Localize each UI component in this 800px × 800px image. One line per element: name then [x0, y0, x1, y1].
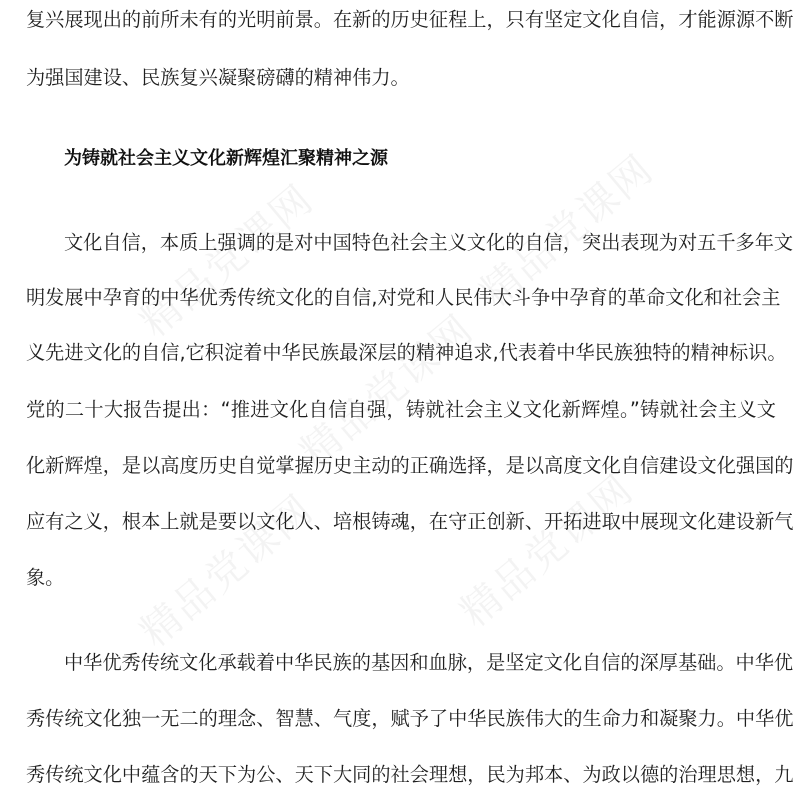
paragraph-line: 为强国建设、民族复兴凝聚磅礴的精神伟力。 [26, 66, 410, 89]
watermark: 精品党课网 [452, 466, 643, 637]
paragraph-line: 应有之义，根本上就是要以文化人、培根铸魂，在守正创新、开拓进取中展现文化建设新气 [26, 510, 794, 533]
paragraph-line: 义先进文化的自信,它积淀着中华民族最深层的精神追求,代表着中华民族独特的精神标识。 [26, 341, 787, 364]
paragraph-line: 象。 [26, 566, 65, 589]
paragraph-line: 秀传统文化中蕴含的天下为公、天下大同的社会理想，民为邦本、为政以德的治理思想，九 [26, 763, 794, 786]
watermark: 精品党课网 [472, 146, 663, 317]
paragraph-line: 复兴展现出的前所未有的光明前景。在新的历史征程上，只有坚定文化自信，才能源源不断 [26, 8, 794, 31]
paragraph-line: 中华优秀传统文化承载着中华民族的基因和血脉，是坚定文化自信的深厚基础。中华优 [64, 651, 794, 674]
paragraph-line: 化新辉煌，是以高度历史自觉掌握历史主动的正确选择，是以高度文化自信建设文化强国的 [26, 454, 794, 477]
paragraph-line: 文化自信，本质上强调的是对中国特色社会主义文化的自信，突出表现为对五千多年文 [64, 231, 794, 254]
paragraph-line: 明发展中孕育的中华优秀传统文化的自信,对党和人民伟大斗争中孕育的革命文化和社会主 [26, 286, 781, 309]
watermark: 精品党课网 [292, 306, 483, 477]
paragraph-line: 秀传统文化独一无二的理念、智慧、气度，赋予了中华民族伟大的生命力和凝聚力。中华优 [26, 707, 794, 730]
paragraph-line: 党的二十大报告提出：“推进文化自信自强，铸就社会主义文化新辉煌。”铸就社会主义文 [26, 398, 776, 421]
watermark: 精品党课网 [132, 486, 323, 657]
section-heading: 为铸就社会主义文化新辉煌汇聚精神之源 [64, 148, 388, 169]
watermark: 精品党课网 [132, 176, 323, 347]
